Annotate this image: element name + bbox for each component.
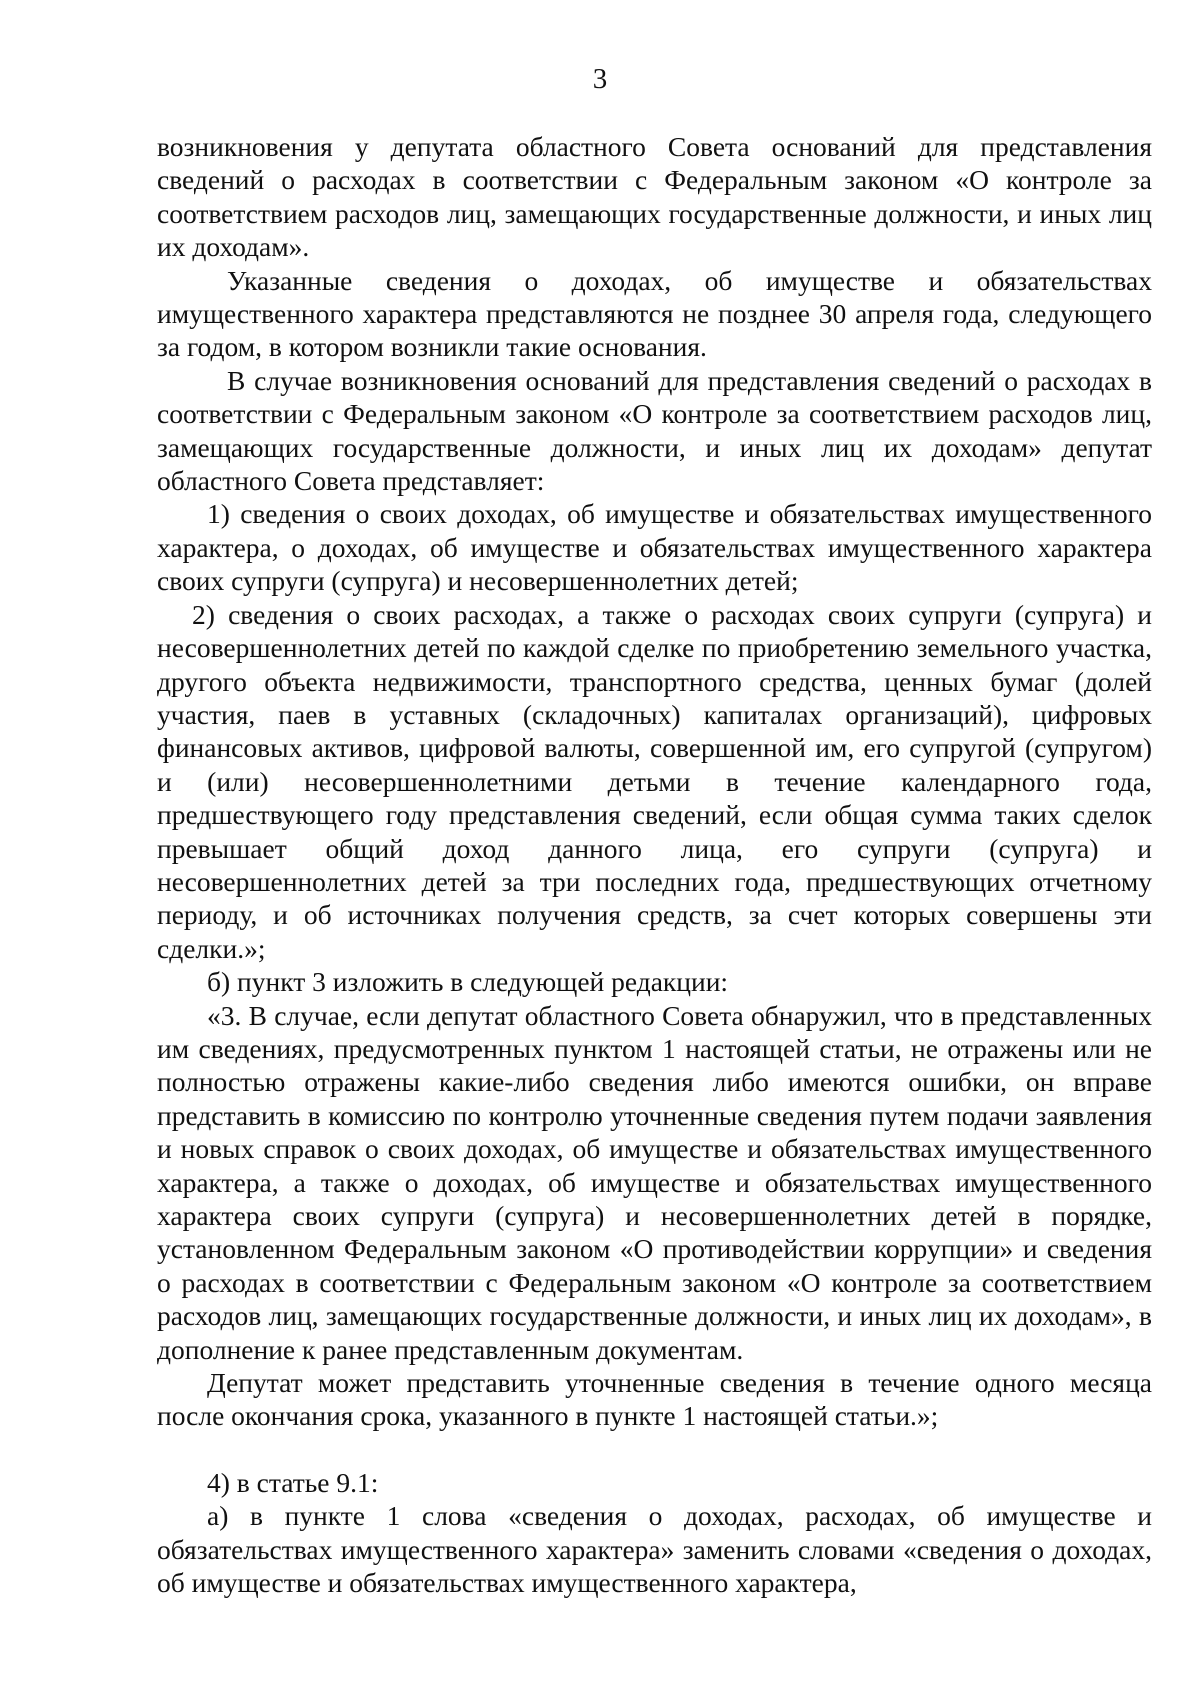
document-body	[157, 130, 1152, 1599]
paragraph-article-9-1: 4) в статье 9.1:	[207, 1466, 379, 1498]
paragraph-item-b: б) пункт 3 изложить в следующей редакции:	[207, 966, 729, 998]
paragraph-expenses-case: В случае возникновения оснований для представления сведений о расходах в соответствии с Федеральным законом «О контроле за соответствием расходов лиц, замещающих государственные должности, и иных лиц их доходам» депутат областного Совета представляет:	[157, 364, 1152, 497]
list-item-1: 1) сведения о своих доходах, об имуществе и обязательствах имущественного характера, о доходах, об имуществе и обязательствах имущественного характера своих супруги (супруга) и несовершеннолетних детей;	[157, 498, 1152, 597]
paragraph-item-a: а) в пункте 1 слова «сведения о доходах, расходах, об имуществе и обязательствах имущественного характера» заменить словами «сведения о доходах, об имуществе и обязательствах имущественного характера,	[157, 1500, 1152, 1599]
page-number: 3	[592, 63, 608, 95]
paragraph-point-3: «3. В случае, если депутат областного Совета обнаружил, что в представленных им сведениях, предусмотренных пунктом 1 настоящей статьи, не отражены или не полностью отражены какие-либо сведения либо имеются ошибки, он вправе представить в комиссию по контролю уточненные сведения путем подачи заявления и новых справок о своих доходах, об имуществе и обязательствах имущественного характера, а также о доходах, об имуществе и обязательствах имущественного характера своих супруги (супруга) и несовершеннолетних детей в порядке, установленном Федеральным законом «О противодействии коррупции» и сведения о расходах в соответствии с Федеральным законом «О контроле за соответствием расходов лиц, замещающих государственные должности, и иных лиц их доходам», в дополнение к ранее представленным документам.	[157, 999, 1152, 1365]
paragraph-deadline: Указанные сведения о доходах, об имуществе и обязательствах имущественного характера представляются не позднее 30 апреля года, следующего за годом, в котором возникли такие основания.	[157, 264, 1152, 363]
list-item-2: 2) сведения о своих расходах, а также о расходах своих супруги (супруга) и несовершеннолетних детей по каждой сделке по приобретению земельного участка, другого объекта недвижимости, транспортного средства, ценных бумаг (долей участия, паев в уставных (складочных) капиталах организаций), цифровых финансовых активов, цифровой валюты, совершенной им, его супругой (супругом) и (или) несовершеннолетними детьми в течение календарного года, предшествующего году представления сведений, если общая сумма таких сделок превышает общий доход данного лица, его супруги (супруга) и несовершеннолетних детей за три последних года, предшествующих отчетному периоду, и об источниках получения средств, за счет которых совершены эти сделки.»;	[157, 598, 1152, 964]
paragraph-deputy-update: Депутат может представить уточненные сведения в течение одного месяца после окончания срока, указанного в пункте 1 настоящей статьи.»;	[157, 1367, 1152, 1432]
paragraph-continuation: возникновения у депутата областного Совета оснований для представления сведений о расходах в соответствии с Федеральным законом «О контроле за соответствием расходов лиц, замещающих государственные должности, и иных лиц их доходам».	[157, 131, 1152, 263]
